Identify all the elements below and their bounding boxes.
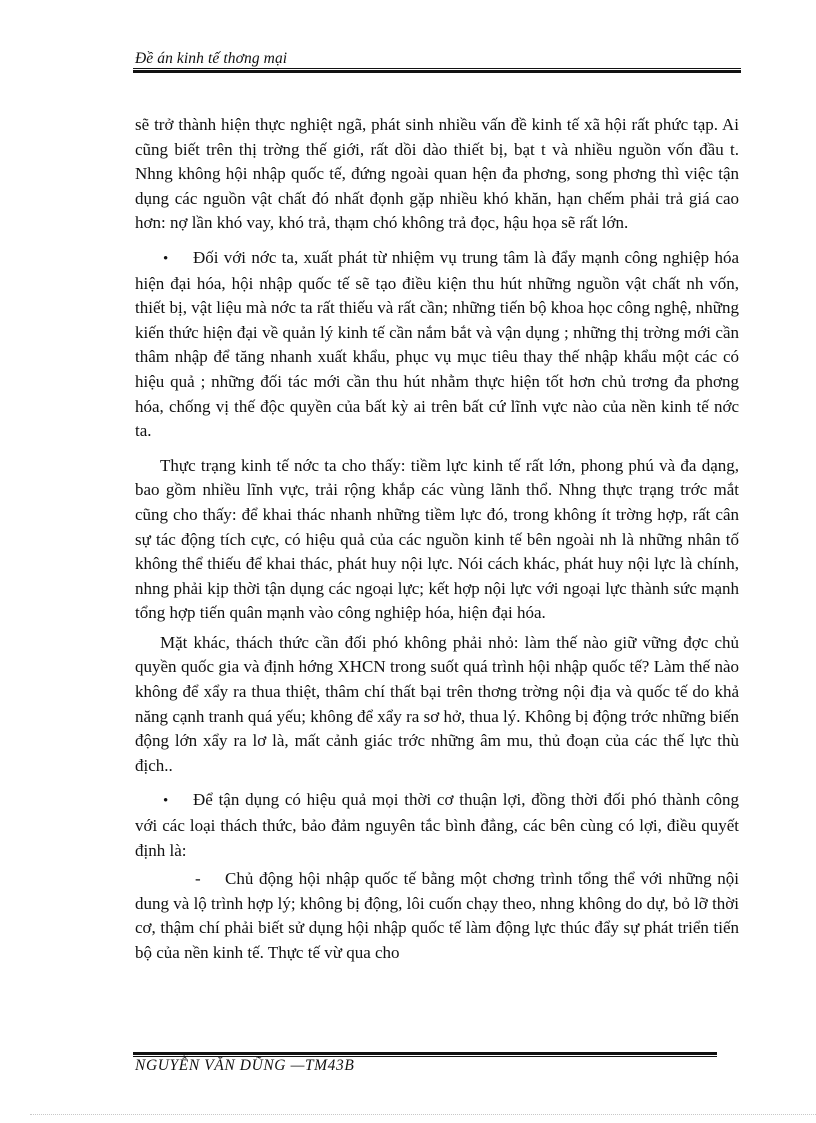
footer-author: NGUYỄN VĂN DŨNG —TM43B	[135, 1057, 355, 1074]
dash-marker: -	[195, 869, 201, 889]
bullet-icon: •	[163, 250, 169, 267]
bullet-paragraph-1-text: Đối với nớc ta, xuất phát từ nhiệm vụ trung tâm là đẩy mạnh công nghiệp hóa hiện đại hóa, hội nhập quốc tế sẽ tạo điều kiện thu hút những nguồn vật chất nh vốn, thiết bị, vật liệu mà nớc ta rất thiếu và rất cần; những tiến bộ khoa học công nghệ, những kiến thức hiện đại về quản lý kinh tế cần nắm bắt và vận dụng ; những thị trờng mới cần thâm nhập để tăng nhanh xuất khẩu, phục vụ mục tiêu thay thế nhập khẩu một các có hiệu quả ; những đối tác mới cần thu hút nhằm thực hiện tốt hơn chủ trơng đa phơng hóa, chống vị thế độc quyền của bất kỳ ai trên bất cứ lĩnh vực nào của nền kinh tế nớc ta.	[135, 247, 739, 441]
paragraph-1	[135, 113, 739, 236]
dash-paragraph-1-text: Chủ động hội nhập quốc tế bằng một chơng trình tổng thể với những nội dung và lộ trình hợp lý; không bị động, lôi cuốn chạy theo, nhng không do dự, bỏ lỡ thời cơ, thậm chí phải biết sử dụng hội nhập quốc tế làm động lực thúc đẩy sự phát triển tiến bộ của nền kinh tế. Thực tế vừ qua cho	[135, 869, 739, 962]
paragraph-2	[135, 454, 739, 626]
header-rule-thick	[133, 70, 741, 73]
footer-rule-thick	[133, 1052, 717, 1055]
page-bottom-dotted-line	[30, 1114, 816, 1115]
dash-paragraph-1	[135, 867, 739, 965]
paragraph-1-text: sẽ trở thành hiện thực nghiệt ngã, phát sinh nhiều vấn đề kinh tế xã hội rất phức tạp. Ai cũng biết trên thị trờng thế giới, rất dồi dào thiết bị, bạt t và nhiều nguồn vốn đầu t. Nhng không hội nhập quốc tế, đứng ngoài quan hện đa phơng, song phơng thì việc tận dụng các nguồn vật chất đó nhất đọnh gặp nhiều khó khăn, hạn chếm phải trả giá cao hơn: nợ lần khó vay, khó trả, thạm chó không trả đọc, hậu họa sẽ rất lớn.	[135, 115, 739, 233]
header-rule-thin	[133, 68, 741, 69]
bullet-paragraph-2	[135, 788, 739, 863]
bullet-paragraph-2-text: Để tận dụng có hiệu quả mọi thời cơ thuận lợi, đồng thời đối phó thành công với các loại thách thức, bảo đảm nguyên tắc bình đẳng, các bên cùng có lợi, điều quyết định là:	[135, 790, 739, 860]
document-body	[135, 113, 739, 966]
paragraph-2-text: Thực trạng kinh tế nớc ta cho thấy: tiềm lực kinh tế rất lớn, phong phú và đa dạng, bao gồm nhiều lĩnh vực, trải rộng khắp các vùng lãnh thổ. Nhng thực trạng trớc mắt cũng cho thấy: để khai thác nhanh những tiềm lực đó, trong không ít trờng hợp, rất cân sự tác động tích cực, có hiệu quả của các nguồn kinh tế bên ngoài nh là những nhân tố không thể thiếu để khai thác, phát huy nội lực. Nói cách khác, phát huy nội lực là chính, nhng phải kịp thời tận dụng các ngoại lực; kết hợp nội lực với ngoại lực thành sức mạnh tổng hợp tiến quân mạnh vào công nghiệp hóa, hiện đại hóa.	[135, 455, 739, 623]
paragraph-3	[135, 631, 739, 779]
bullet-icon: •	[163, 793, 169, 810]
paragraph-3-text: Mặt khác, thách thức cần đối phó không phải nhỏ: làm thế nào giữ vững đợc chủ quyền quốc gia và định hớng XHCN trong suốt quá trình hội nhập quốc tế? Làm thế nào không để xẩy ra thua thiệt, thâm chí thất bại trên thơng trờng nội địa và quốc tế do khả năng cạnh tranh quá yếu; không để xẩy ra sơ hở, thua lý. Không bị động trớc những biến động lớn xẩy ra lơ là, mất cảnh giác trớc những âm mu, thủ đoạn của các thế lực thù địch..	[135, 632, 739, 775]
header-title: Đề án kinh tế thơng mại	[135, 50, 288, 67]
bullet-paragraph-1	[135, 246, 739, 444]
